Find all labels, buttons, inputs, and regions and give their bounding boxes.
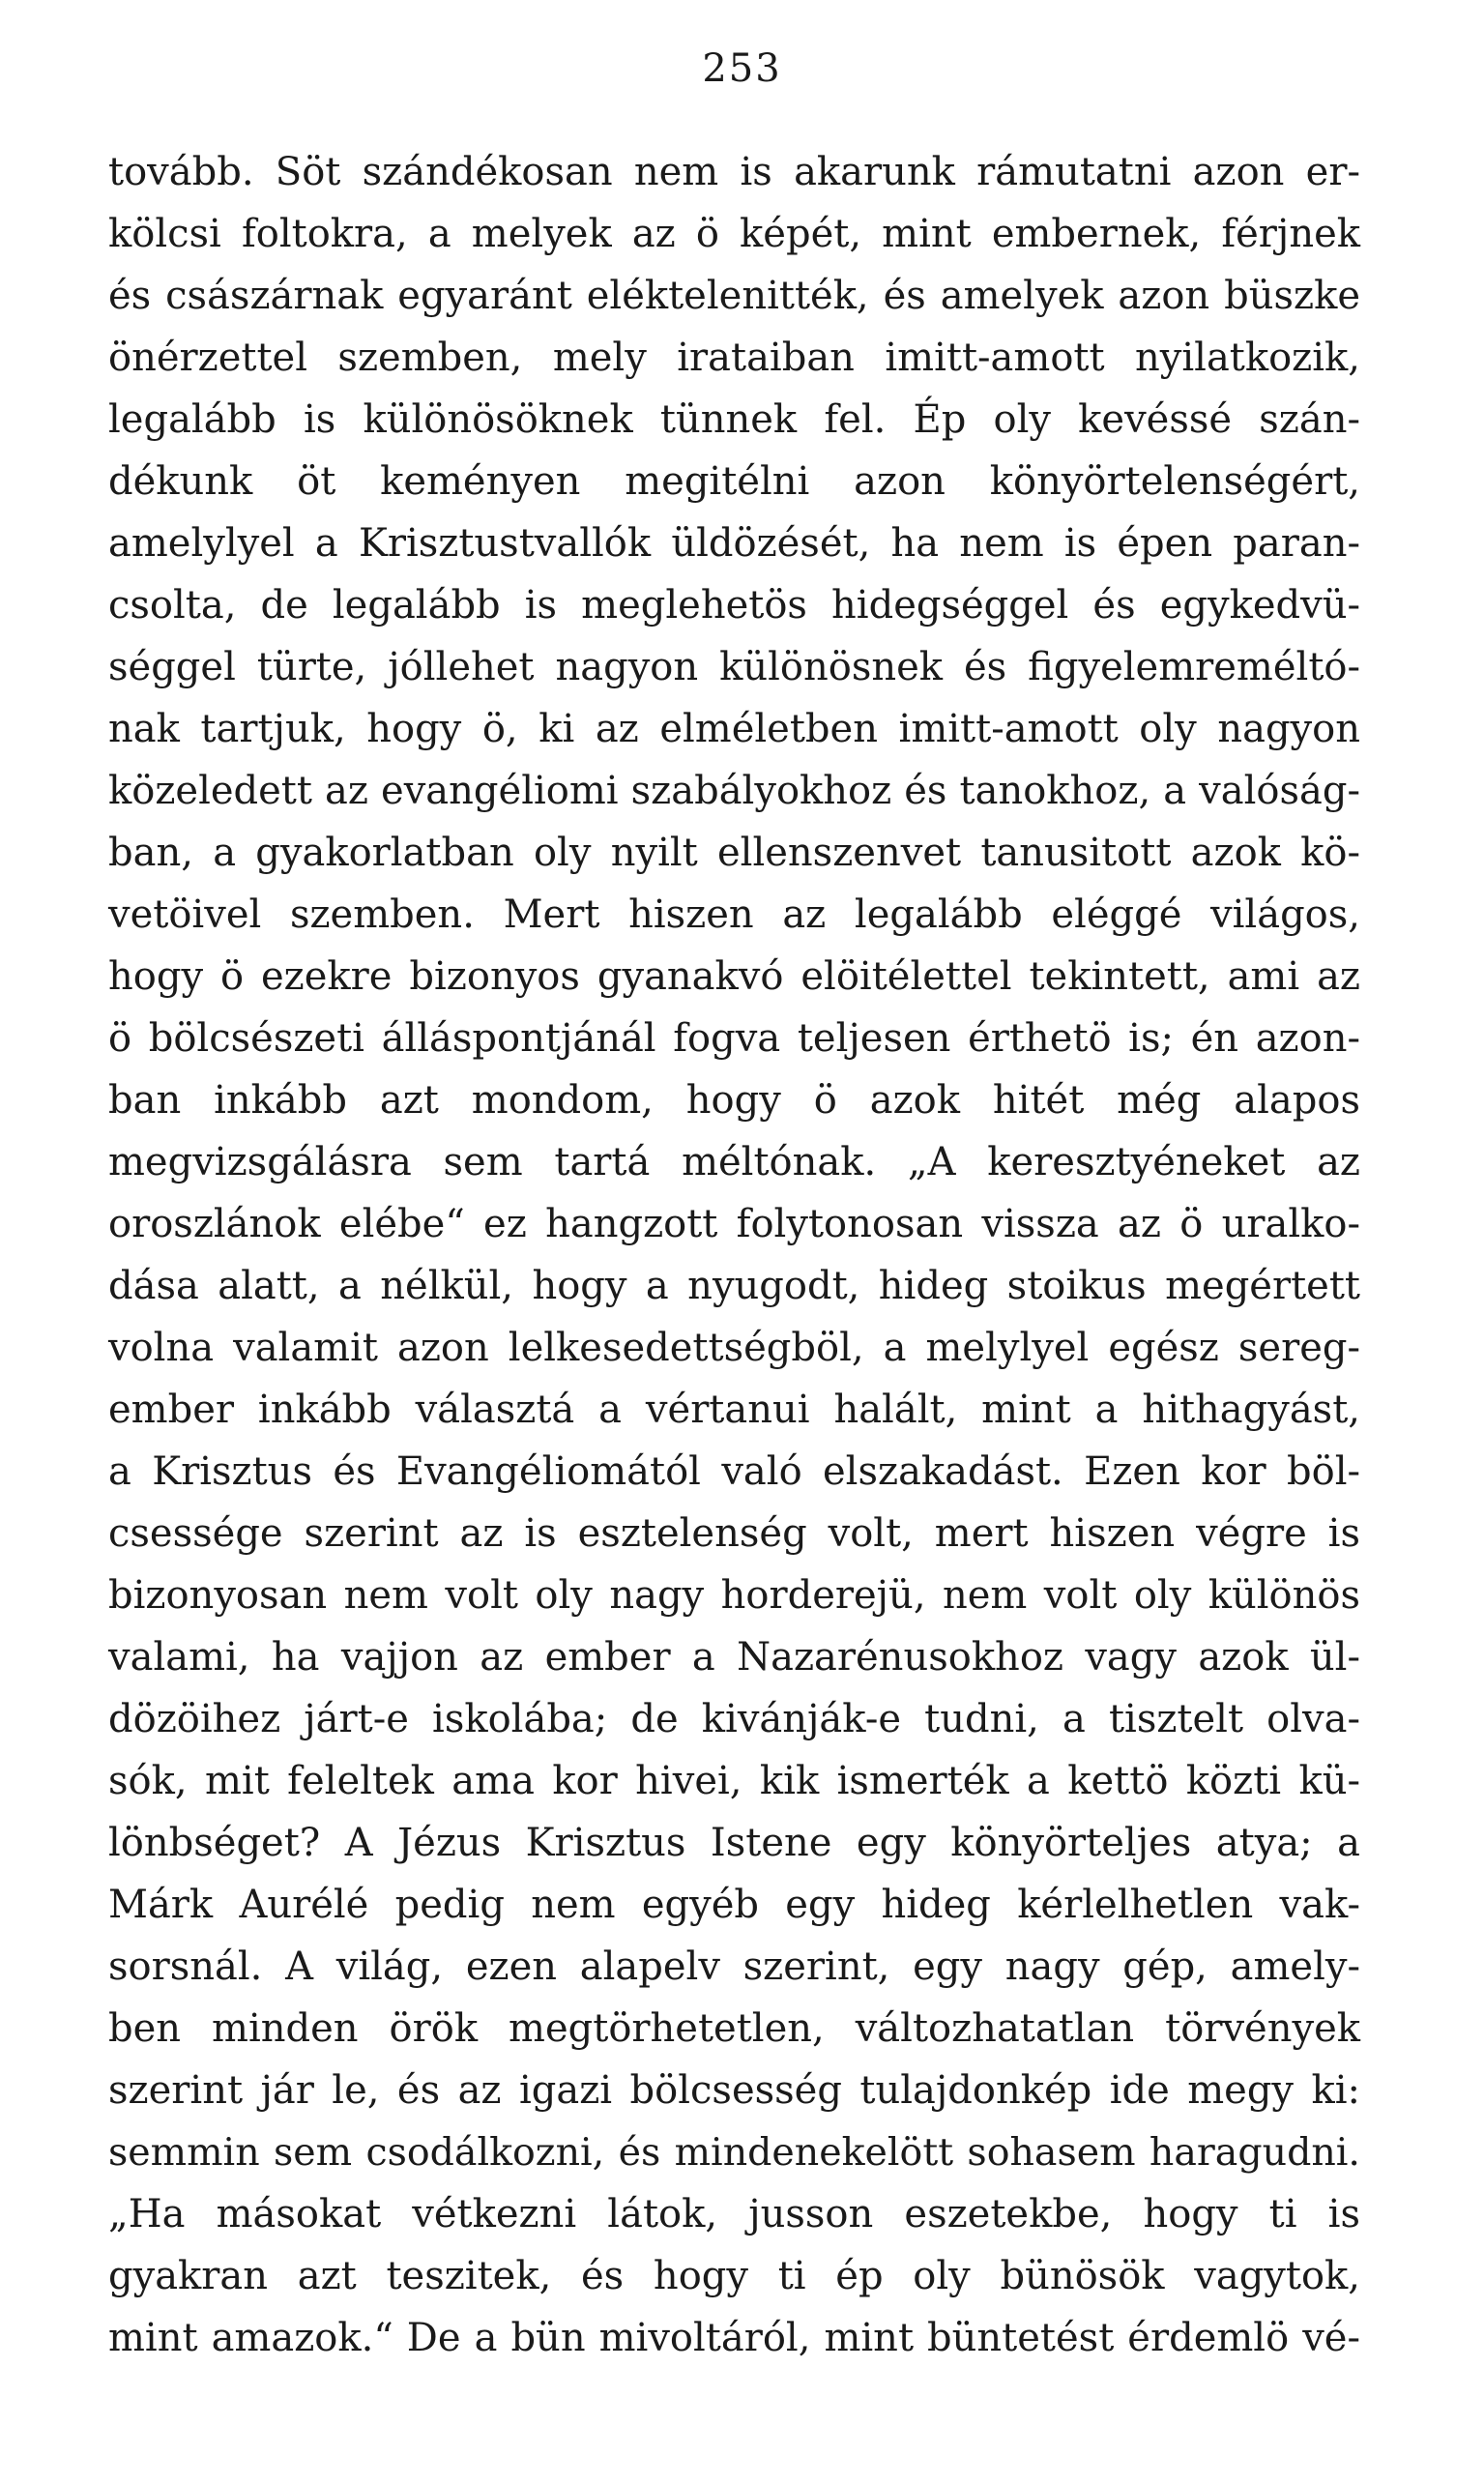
- text-line: a Krisztus és Evangéliomától való elszakadást. Ezen kor böl-: [108, 1449, 1360, 1494]
- text-line: séggel türte, jóllehet nagyon különösnek és figyelemreméltó-: [108, 645, 1360, 689]
- text-line: Márk Aurélé pedig nem egyéb egy hideg kérlelhetlen vak-: [108, 1883, 1360, 1927]
- text-line: volna valamit azon lelkesedettségböl, a melylyel egész sereg-: [108, 1326, 1360, 1370]
- text-line: sók, mit feleltek ama kor hivei, kik ismerték a kettö közti kü-: [108, 1759, 1360, 1803]
- text-line: sorsnál. A világ, ezen alapelv szerint, egy nagy gép, amely-: [108, 1944, 1360, 1989]
- text-line: ö bölcsészeti álláspontjánál fogva teljesen érthetö is; én azon-: [108, 1016, 1360, 1061]
- text-line: megvizsgálásra sem tartá méltónak. „A keresztyéneket az: [108, 1140, 1360, 1184]
- text-line: oroszlánok elébe“ ez hangzott folytonosan vissza az ö uralko-: [108, 1202, 1360, 1246]
- text-line: hogy ö ezekre bizonyos gyanakvó elöitélettel tekintett, ami az: [108, 954, 1360, 999]
- text-line: dékunk öt keményen megitélni azon könyörtelenségért,: [108, 459, 1360, 504]
- page-number: 253: [702, 46, 782, 91]
- text-line: önérzettel szemben, mely irataiban imitt-amott nyilatkozik,: [108, 336, 1360, 380]
- text-line: bizonyosan nem volt oly nagy horderejü, nem volt oly különös: [108, 1573, 1360, 1618]
- text-line: tovább. Söt szándékosan nem is akarunk rámutatni azon er-: [108, 150, 1360, 194]
- text-line: gyakran azt teszitek, és hogy ti ép oly bünösök vagytok,: [108, 2254, 1360, 2298]
- text-line: valami, ha vajjon az ember a Nazarénusokhoz vagy azok ül-: [108, 1635, 1360, 1680]
- text-line: ban inkább azt mondom, hogy ö azok hitét még alapos: [108, 1078, 1360, 1123]
- text-line: „Ha másokat vétkezni látok, jusson eszetekbe, hogy ti is: [108, 2192, 1360, 2236]
- text-line: és császárnak egyaránt eléktelenitték, és amelyek azon büszke: [108, 274, 1360, 318]
- text-line: vetöivel szemben. Mert hiszen az legalább eléggé világos,: [108, 892, 1360, 937]
- text-line: dása alatt, a nélkül, hogy a nyugodt, hideg stoikus megértett: [108, 1264, 1360, 1308]
- text-line: szerint jár le, és az igazi bölcsesség tulajdonkép ide megy ki:: [108, 2068, 1360, 2113]
- text-line: nak tartjuk, hogy ö, ki az elméletben imitt-amott oly nagyon: [108, 707, 1360, 751]
- text-line: lönbséget? A Jézus Krisztus Istene egy könyörteljes atya; a: [108, 1821, 1360, 1865]
- text-line: csolta, de legalább is meglehetös hidegséggel és egykedvü-: [108, 583, 1360, 628]
- text-line: csessége szerint az is esztelenség volt, mert hiszen végre is: [108, 1511, 1360, 1556]
- text-line: amelylyel a Krisztustvallók üldözését, ha nem is épen paran-: [108, 521, 1360, 566]
- text-line: ember inkább választá a vértanui halált, mint a hithagyást,: [108, 1388, 1360, 1432]
- text-line: mint amazok.“ De a bün mivoltáról, mint büntetést érdemlö vé-: [108, 2316, 1360, 2360]
- text-line: ban, a gyakorlatban oly nyilt ellenszenvet tanusitott azok kö-: [108, 831, 1360, 875]
- text-line: közeledett az evangéliomi szabályokhoz és tanokhoz, a valóság-: [108, 769, 1360, 813]
- text-line: legalább is különösöknek tünnek fel. Ép oly kevéssé szán-: [108, 397, 1360, 442]
- text-line: semmin sem csodálkozni, és mindenekelött sohasem haragudni.: [108, 2130, 1360, 2175]
- text-line: ben minden örök megtörhetetlen, változhatatlan törvények: [108, 2006, 1360, 2051]
- body-text: [108, 141, 1360, 2369]
- text-line: dözöihez járt-e iskolába; de kivánják-e tudni, a tisztelt olva-: [108, 1697, 1360, 1741]
- text-line: kölcsi foltokra, a melyek az ö képét, mint embernek, férjnek: [108, 212, 1360, 256]
